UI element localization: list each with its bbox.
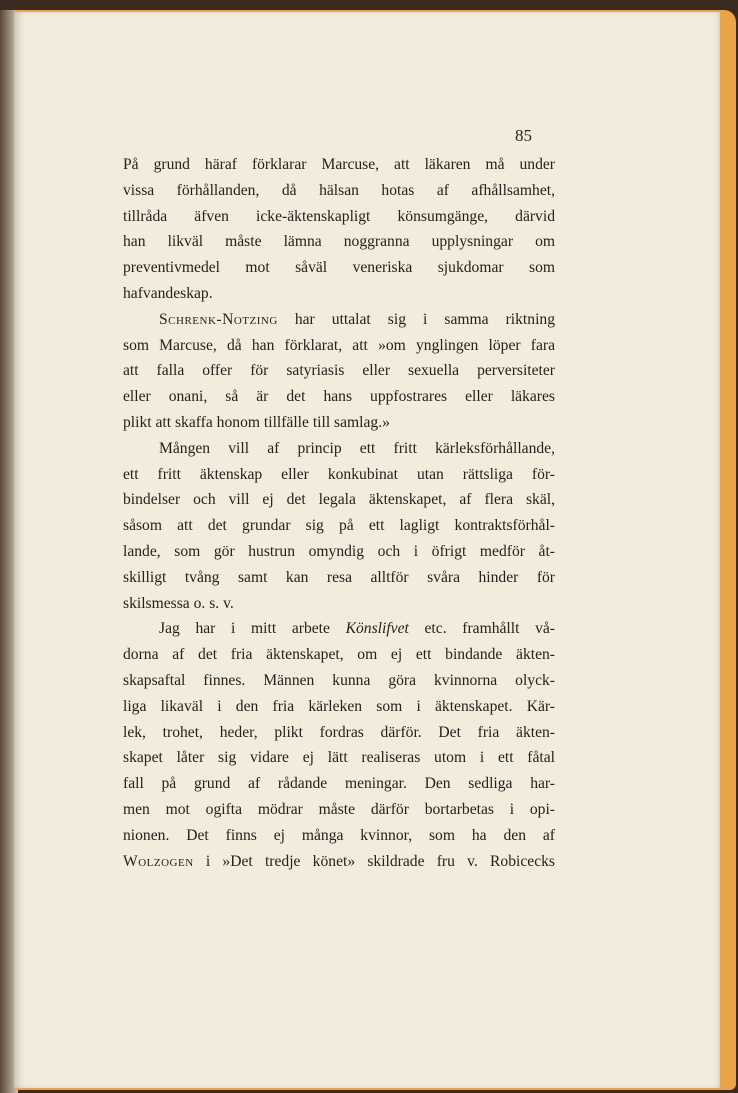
text-line: På grund häraf förklarar Marcuse, att läkaren må under [123,156,555,173]
text-line: skapet låter sig vidare ej lätt realiseras utom i ett fåtal [123,749,555,767]
text-line: men mot ogifta mödrar måste därför bortarbetas i opi- [123,800,555,818]
text-line: plikt att skaffa honom tillfälle till samlag.» [123,413,390,431]
text-line: eller onani, så är det hans uppfostrares eller läkares [123,388,555,406]
author-name: Wolzogen [123,852,194,870]
text-line: lande, som gör hustrun omyndig och i öfrigt medför åt- [123,542,555,560]
author-name: Schrenk-Notzing [159,310,278,328]
text-line: Schrenk-Notzing har uttalat sig i samma riktning [159,310,555,328]
text-line: skapsaftal finnes. Männen kunna göra kvinnorna olyck- [123,671,555,689]
text-line: vissa förhållanden, då hälsan hotas af afhållsamhet, [123,181,555,199]
text-line: hafvandeskap. [123,284,213,302]
text-line: ett fritt äktenskap eller konkubinat utan rättsliga för- [123,465,555,483]
book-title: Könslifvet [345,620,409,638]
text-line: Jag har i mitt arbete Könslifvet etc. framhållt vå- [159,620,555,638]
text-line: fall på grund af rådande meningar. Den sedliga har- [123,775,555,793]
text-line: Wolzogen i »Det tredje könet» skildrade fru v. Robicecks [123,852,555,870]
text-line: nionen. Det finns ej många kvinnor, som ha den af [123,826,555,844]
text-line: dorna af det fria äktenskapet, om ej ett bindande äkten- [123,646,555,664]
text-line: bindelser och vill ej det legala äktenskapet, af flera skäl, [123,491,555,509]
text-line: Mången vill af princip ett fritt kärleksförhållande, [159,439,555,457]
body-text [123,152,555,874]
page-number: 85 [515,126,532,145]
text-line: såsom att det grundar sig på ett lagligt kontraktsförhål- [123,517,555,535]
text-line: liga likaväl i den fria kärleken som i äktenskapet. Kär- [123,697,555,715]
text-line: att falla offer för satyriasis eller sexuella perversiteter [123,362,555,380]
text-line: som Marcuse, då han förklarat, att »om ynglingen löper fara [123,336,555,354]
text-line: preventivmedel mot såväl veneriska sjukdomar som [123,259,555,277]
text-line: han likväl måste lämna noggranna upplysningar om [123,233,555,251]
text-line: tillråda äfven icke-äktenskapligt könsumgänge, därvid [123,207,555,225]
text-line: lek, trohet, heder, plikt fordras därför. Det fria äkten- [123,723,555,741]
text-line: skilligt tvång samt kan resa alltför svåra hinder för [123,568,555,586]
text-line: skilsmessa o. s. v. [123,594,234,612]
